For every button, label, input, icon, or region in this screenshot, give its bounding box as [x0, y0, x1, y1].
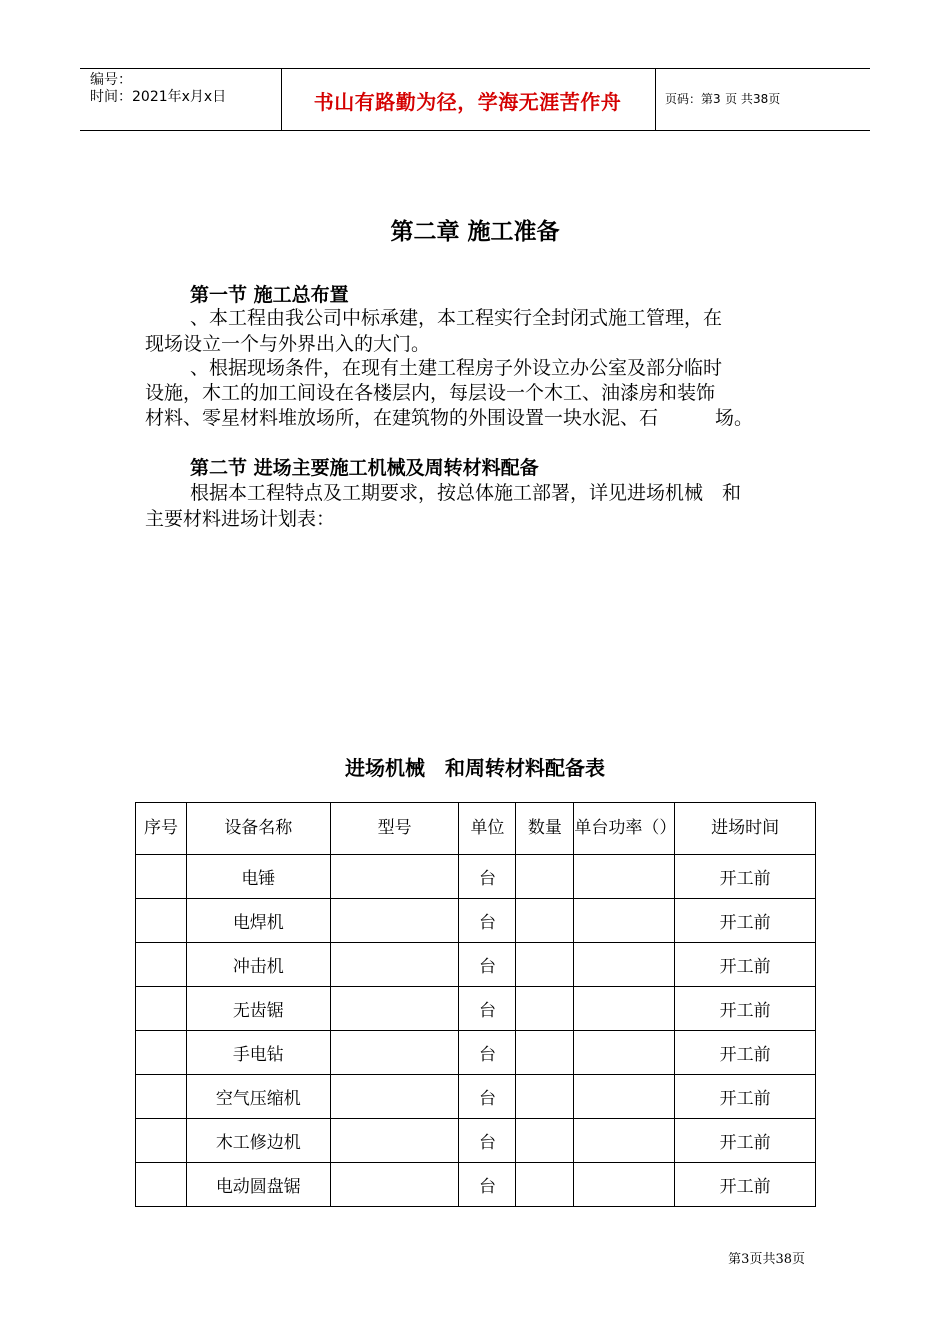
- equipment-name-cell: 电焊机: [186, 899, 330, 943]
- equipment-name-cell: 电锤: [186, 855, 330, 899]
- column-header-power: 单台功率（）: [574, 803, 675, 855]
- section-1-line: 现场设立一个与外界出入的大门。: [145, 333, 431, 355]
- entry-time-cell: 开工前: [675, 1119, 816, 1163]
- model-cell: [330, 1031, 459, 1075]
- power-cell: [574, 1031, 675, 1075]
- equipment-name-cell: 电动圆盘锯: [186, 1163, 330, 1207]
- table-row: [136, 1163, 816, 1207]
- index-cell: [136, 943, 187, 987]
- table-header-row: [136, 803, 816, 855]
- entry-time-cell: 开工前: [675, 1163, 816, 1207]
- header-motto: 书山有路勤为径，学海无涯苦作舟: [313, 90, 622, 114]
- model-cell: [330, 987, 459, 1031]
- table-title: 进场机械 和周转材料配备表: [345, 756, 605, 780]
- section-2-line: 根据本工程特点及工期要求，按总体施工部署，详见进场机械 和: [190, 482, 742, 504]
- quantity-cell: [516, 987, 574, 1031]
- table-row: [136, 1031, 816, 1075]
- power-cell: [574, 899, 675, 943]
- header-divider: [655, 69, 656, 130]
- power-cell: [574, 1119, 675, 1163]
- table-row: [136, 855, 816, 899]
- power-cell: [574, 1163, 675, 1207]
- document-number-label: 编号：: [90, 72, 132, 88]
- entry-time-cell: 开工前: [675, 987, 816, 1031]
- entry-time-cell: 开工前: [675, 1075, 816, 1119]
- equipment-name-cell: 无齿锯: [186, 987, 330, 1031]
- index-cell: [136, 1119, 187, 1163]
- section-1-line: 、根据现场条件，在现有土建工程房子外设立办公室及部分临时: [190, 357, 723, 379]
- entry-time-cell: 开工前: [675, 899, 816, 943]
- power-cell: [574, 855, 675, 899]
- quantity-cell: [516, 1163, 574, 1207]
- table-row: [136, 899, 816, 943]
- model-cell: [330, 1075, 459, 1119]
- model-cell: [330, 855, 459, 899]
- index-cell: [136, 1075, 187, 1119]
- column-header-name: 设备名称: [186, 803, 330, 855]
- section-1-line: 、本工程由我公司中标承建，本工程实行全封闭式施工管理，在: [190, 307, 723, 329]
- page-suffix: 页: [768, 92, 781, 106]
- quantity-cell: [516, 899, 574, 943]
- equipment-name-cell: 空气压缩机: [186, 1075, 330, 1119]
- page-total: 38: [752, 92, 769, 106]
- power-cell: [574, 1075, 675, 1119]
- equipment-name-cell: 手电钻: [186, 1031, 330, 1075]
- quantity-cell: [516, 943, 574, 987]
- model-cell: [330, 899, 459, 943]
- section-2-line: 主要材料进场计划表：: [145, 508, 336, 530]
- quantity-cell: [516, 855, 574, 899]
- unit-cell: 台: [459, 1119, 516, 1163]
- model-cell: [330, 1119, 459, 1163]
- equipment-name-cell: 冲击机: [186, 943, 330, 987]
- column-header-quantity: 数量: [516, 803, 574, 855]
- index-cell: [136, 899, 187, 943]
- entry-time-cell: 开工前: [675, 855, 816, 899]
- column-header-model: 型号: [330, 803, 459, 855]
- section-1-line: 材料、零星材料堆放场所，在建筑物的外围设置一块水泥、石 场。: [145, 407, 754, 429]
- model-cell: [330, 1163, 459, 1207]
- section-2-title: 第二节 进场主要施工机械及周转材料配备: [190, 457, 539, 479]
- header-page-number: [665, 90, 780, 107]
- power-cell: [574, 943, 675, 987]
- quantity-cell: [516, 1031, 574, 1075]
- section-1-line: 设施，木工的加工间设在各楼层内，每层设一个木工、油漆房和装饰: [145, 382, 716, 404]
- table-row: [136, 1119, 816, 1163]
- document-date-label: 时间：2021年x月x日: [90, 89, 227, 105]
- index-cell: [136, 1031, 187, 1075]
- model-cell: [330, 943, 459, 987]
- page-header: [80, 68, 870, 131]
- index-cell: [136, 855, 187, 899]
- unit-cell: 台: [459, 1031, 516, 1075]
- column-header-unit: 单位: [459, 803, 516, 855]
- unit-cell: 台: [459, 987, 516, 1031]
- index-cell: [136, 987, 187, 1031]
- column-header-entry-time: 进场时间: [675, 803, 816, 855]
- unit-cell: 台: [459, 899, 516, 943]
- power-cell: [574, 987, 675, 1031]
- unit-cell: 台: [459, 1163, 516, 1207]
- page-current: 3: [713, 92, 721, 106]
- table-row: [136, 987, 816, 1031]
- equipment-table: [135, 802, 816, 1207]
- quantity-cell: [516, 1119, 574, 1163]
- column-header-index: 序号: [136, 803, 187, 855]
- unit-cell: 台: [459, 855, 516, 899]
- section-1-title: 第一节 施工总布置: [190, 284, 349, 306]
- page-prefix: 页码：第: [665, 92, 714, 106]
- entry-time-cell: 开工前: [675, 943, 816, 987]
- unit-cell: 台: [459, 943, 516, 987]
- index-cell: [136, 1163, 187, 1207]
- quantity-cell: [516, 1075, 574, 1119]
- table-row: [136, 943, 816, 987]
- header-meta: [90, 72, 226, 106]
- table-row: [136, 1075, 816, 1119]
- chapter-title: 第二章 施工准备: [390, 219, 560, 245]
- unit-cell: 台: [459, 1075, 516, 1119]
- page-mid: 页 共: [725, 92, 753, 106]
- page-footer: 第3页共38页: [728, 1252, 805, 1267]
- equipment-name-cell: 木工修边机: [186, 1119, 330, 1163]
- entry-time-cell: 开工前: [675, 1031, 816, 1075]
